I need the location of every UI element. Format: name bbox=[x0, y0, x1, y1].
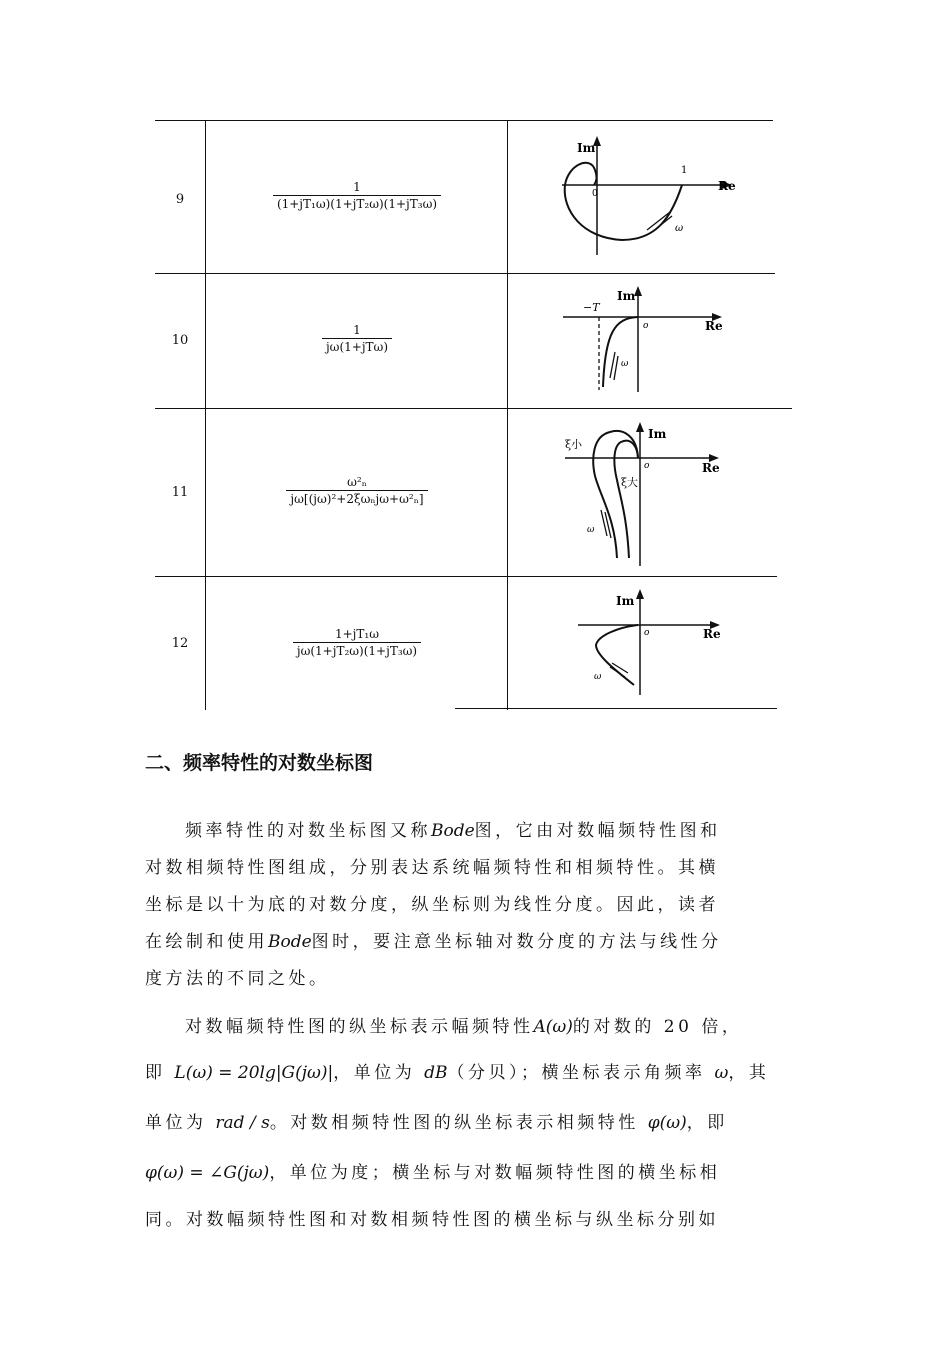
im-label: Im bbox=[577, 141, 596, 155]
text-run: 单位为 bbox=[145, 1113, 207, 1133]
table-rule bbox=[155, 273, 775, 274]
denominator: jω[(jω)²+2ξωₙjω+ω²ₙ] bbox=[286, 490, 427, 506]
transfer-function bbox=[207, 475, 507, 506]
re-label: Re bbox=[718, 179, 736, 193]
paragraph-line bbox=[185, 1012, 807, 1037]
math-inline: rad / s bbox=[215, 1113, 270, 1133]
row-number: 12 bbox=[171, 636, 189, 651]
re-label: Re bbox=[703, 627, 721, 641]
table-rule bbox=[155, 120, 773, 121]
xi-large-label: ξ大 bbox=[621, 476, 639, 489]
math-inline: φ(ω) bbox=[647, 1113, 687, 1133]
text-run: ，即 bbox=[686, 1113, 728, 1133]
origin-label: o bbox=[644, 628, 650, 638]
omega-label: ω bbox=[621, 359, 629, 369]
row-number: 11 bbox=[171, 485, 189, 500]
paragraph-line: 对数相频特性图组成，分别表达系统幅频特性和相频特性。其横 bbox=[145, 858, 719, 878]
denominator: (1+jT₁ω)(1+jT₂ω)(1+jT₃ω) bbox=[273, 195, 441, 211]
math-inline: dB bbox=[424, 1063, 448, 1083]
text-run: ，其 bbox=[728, 1063, 770, 1083]
nyquist-table bbox=[155, 120, 780, 710]
term-bode: Bode bbox=[431, 821, 475, 841]
text-run: 在绘制和使用 bbox=[145, 932, 268, 952]
xi-small-label: ξ小 bbox=[565, 438, 583, 451]
text-run: （分贝）；横坐标表示角频率 bbox=[447, 1063, 706, 1083]
nyquist-plot bbox=[555, 418, 755, 568]
im-label: Im bbox=[616, 594, 635, 608]
text-run: 。对数相频特性图的纵坐标表示相频特性 bbox=[269, 1113, 639, 1133]
im-label: Im bbox=[648, 427, 667, 441]
term-bode: Bode bbox=[268, 932, 312, 952]
omega-label: ω bbox=[675, 223, 684, 234]
omega-label: ω bbox=[587, 525, 595, 535]
transfer-function bbox=[207, 323, 507, 354]
omega-label: ω bbox=[594, 672, 602, 682]
paragraph-line: 度方法的不同之处。 bbox=[145, 969, 330, 989]
origin-label: o bbox=[644, 461, 650, 471]
math-inline: φ(ω) = ∠G(jω) bbox=[145, 1163, 270, 1183]
numerator: 1 bbox=[353, 323, 361, 337]
section-heading: 二、频率特性的对数坐标图 bbox=[145, 752, 374, 774]
math-inline: L(ω) = 20lg|G(jω)| bbox=[174, 1063, 334, 1083]
table-rule bbox=[455, 708, 777, 709]
paragraph-line bbox=[145, 1158, 807, 1183]
re-label: Re bbox=[702, 461, 720, 475]
text-run: 图时，要注意坐标轴对数分度的方法与线性分 bbox=[311, 932, 722, 952]
origin-label: 0 bbox=[592, 189, 598, 199]
text-run: 的对数的 20 倍， bbox=[572, 1017, 743, 1037]
text-run: 对数幅频特性图的纵坐标表示幅频特性 bbox=[185, 1017, 534, 1037]
numerator: ω²ₙ bbox=[347, 475, 367, 489]
nyquist-plot bbox=[570, 585, 750, 700]
denominator: jω(1+jT₂ω)(1+jT₃ω) bbox=[293, 642, 421, 658]
re-label: Re bbox=[705, 319, 723, 333]
row-number: 10 bbox=[171, 333, 189, 348]
numerator: 1+jT₁ω bbox=[334, 627, 379, 641]
paragraph-line bbox=[185, 816, 807, 841]
text-run: 频率特性的对数坐标图又称 bbox=[185, 821, 431, 841]
denominator: jω(1+jTω) bbox=[322, 338, 392, 354]
transfer-function bbox=[207, 180, 507, 211]
nyquist-plot bbox=[555, 282, 755, 402]
paragraph-line bbox=[145, 927, 807, 952]
text-run: ，单位为 bbox=[333, 1063, 416, 1083]
transfer-function bbox=[207, 627, 507, 658]
paragraph-line: 坐标是以十为底的对数分度，纵坐标则为线性分度。因此，读者 bbox=[145, 895, 719, 915]
math-inline: ω bbox=[714, 1063, 729, 1083]
paragraph-line bbox=[145, 1108, 807, 1133]
row-number: 9 bbox=[175, 192, 185, 207]
table-rule bbox=[205, 120, 206, 710]
paragraph-line: 同。对数幅频特性图和对数相频特性图的横坐标与纵坐标分别如 bbox=[145, 1210, 719, 1230]
table-rule bbox=[155, 576, 777, 577]
math-inline: A(ω) bbox=[533, 1017, 573, 1037]
text-run: 即 bbox=[145, 1063, 166, 1083]
table-rule bbox=[155, 408, 792, 409]
origin-label: o bbox=[643, 321, 649, 331]
text-run: 图，它由对数幅频特性图和 bbox=[474, 821, 721, 841]
nyquist-plot bbox=[550, 130, 750, 265]
neg-t-label: −T bbox=[583, 301, 600, 314]
im-label: Im bbox=[617, 289, 636, 303]
table-rule bbox=[507, 120, 508, 710]
text-run: ，单位为度；横坐标与对数幅频特性图的横坐标相 bbox=[269, 1163, 721, 1183]
numerator: 1 bbox=[353, 180, 361, 194]
paragraph-line bbox=[145, 1058, 807, 1083]
one-label: 1 bbox=[681, 165, 688, 176]
